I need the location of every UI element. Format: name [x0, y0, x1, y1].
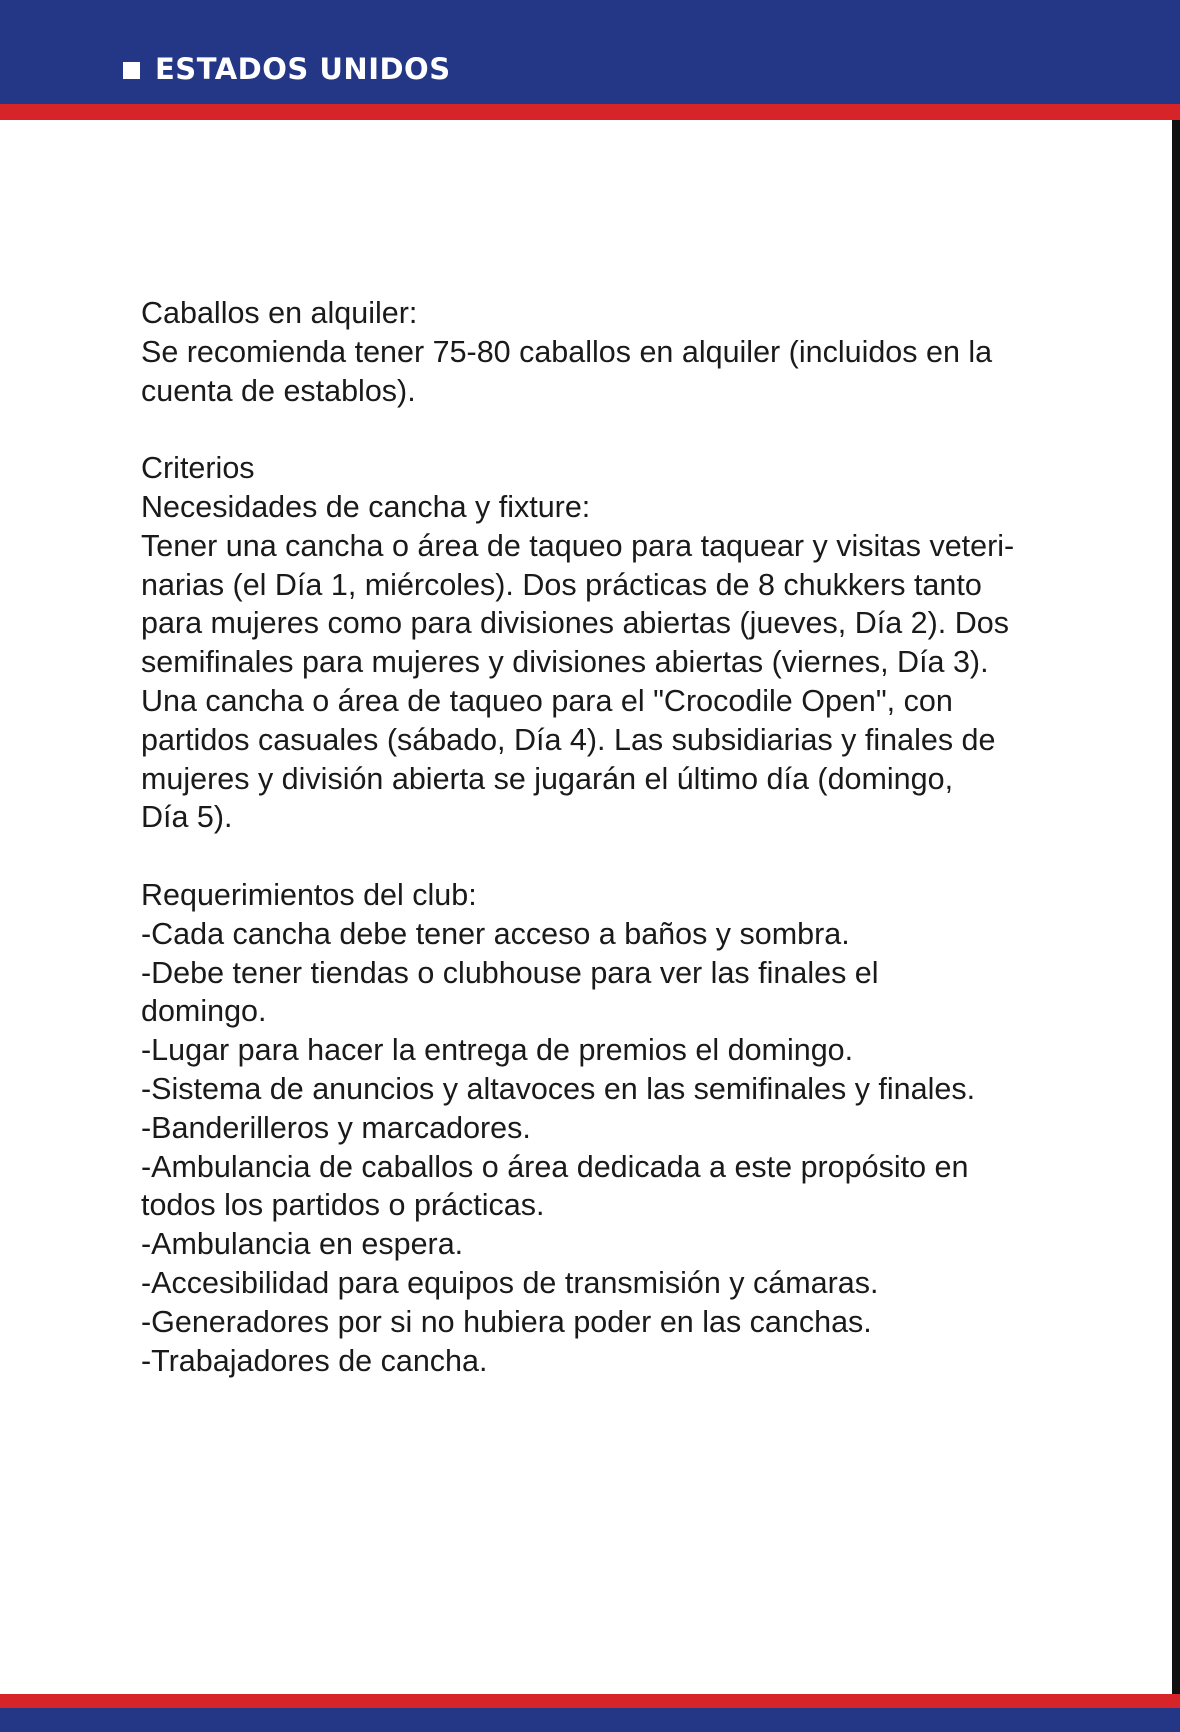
criteria-text-line: narias (el Día 1, miércoles). Dos prácticas de 8 chukkers tanto — [141, 567, 982, 602]
requirement-item: -Ambulancia de caballos o área dedicada a este propósito en — [141, 1149, 969, 1184]
requirement-item: -Lugar para hacer la entrega de premios el domingo. — [141, 1033, 854, 1068]
requirement-item: -Debe tener tiendas o clubhouse para ver las finales el — [141, 955, 879, 990]
body-text — [141, 294, 1121, 1380]
criteria-text-line: Día 5). — [141, 800, 233, 835]
section-title: ESTADOS UNIDOS — [155, 52, 451, 86]
rental-section — [141, 294, 1121, 410]
requirement-item: -Cada cancha debe tener acceso a baños y sombra. — [141, 916, 850, 951]
requirement-item: -Accesibilidad para equipos de transmisión y cámaras. — [141, 1265, 879, 1300]
rental-heading: Caballos en alquiler: — [141, 296, 418, 330]
criteria-text-line: Una cancha o área de taqueo para el "Crocodile Open", con — [141, 683, 953, 718]
criteria-text-line: partidos casuales (sábado, Día 4). Las subsidiarias y finales de — [141, 722, 996, 757]
criteria-subheading: Necesidades de cancha y fixture: — [141, 489, 591, 524]
criteria-text-line: semifinales para mujeres y divisiones abiertas (viernes, Día 3). — [141, 645, 989, 680]
requirement-item: -Banderilleros y marcadores. — [141, 1110, 531, 1145]
requirement-item: -Ambulancia en espera. — [141, 1227, 464, 1262]
criteria-heading: Criterios — [141, 451, 255, 486]
page-edge — [1172, 120, 1180, 1694]
requirement-item: -Generadores por si no hubiera poder en las canchas. — [141, 1304, 872, 1339]
requirements-section — [141, 876, 1121, 1380]
rental-text-line: Se recomienda tener 75-80 caballos en alquiler (incluidos en la — [141, 334, 993, 369]
footer-bar — [0, 1708, 1180, 1732]
square-bullet-icon — [123, 62, 140, 79]
criteria-text-line: para mujeres como para divisiones abiertas (jueves, Día 2). Dos — [141, 606, 1009, 641]
rental-text-line: cuenta de establos). — [141, 373, 416, 408]
criteria-section — [141, 449, 1121, 837]
criteria-text-line: Tener una cancha o área de taqueo para taquear y visitas veteri- — [141, 528, 1015, 563]
header-red-stripe — [0, 104, 1180, 120]
criteria-text-line: mujeres y división abierta se jugarán el último día (domingo, — [141, 761, 954, 796]
footer-red-stripe — [0, 1694, 1180, 1708]
requirement-item: -Trabajadores de cancha. — [141, 1343, 488, 1378]
requirement-item: domingo. — [141, 994, 267, 1029]
requirements-heading: Requerimientos del club: — [141, 877, 477, 912]
requirement-item: -Sistema de anuncios y altavoces en las semifinales y finales. — [141, 1071, 976, 1106]
requirement-item: todos los partidos o prácticas. — [141, 1188, 545, 1223]
